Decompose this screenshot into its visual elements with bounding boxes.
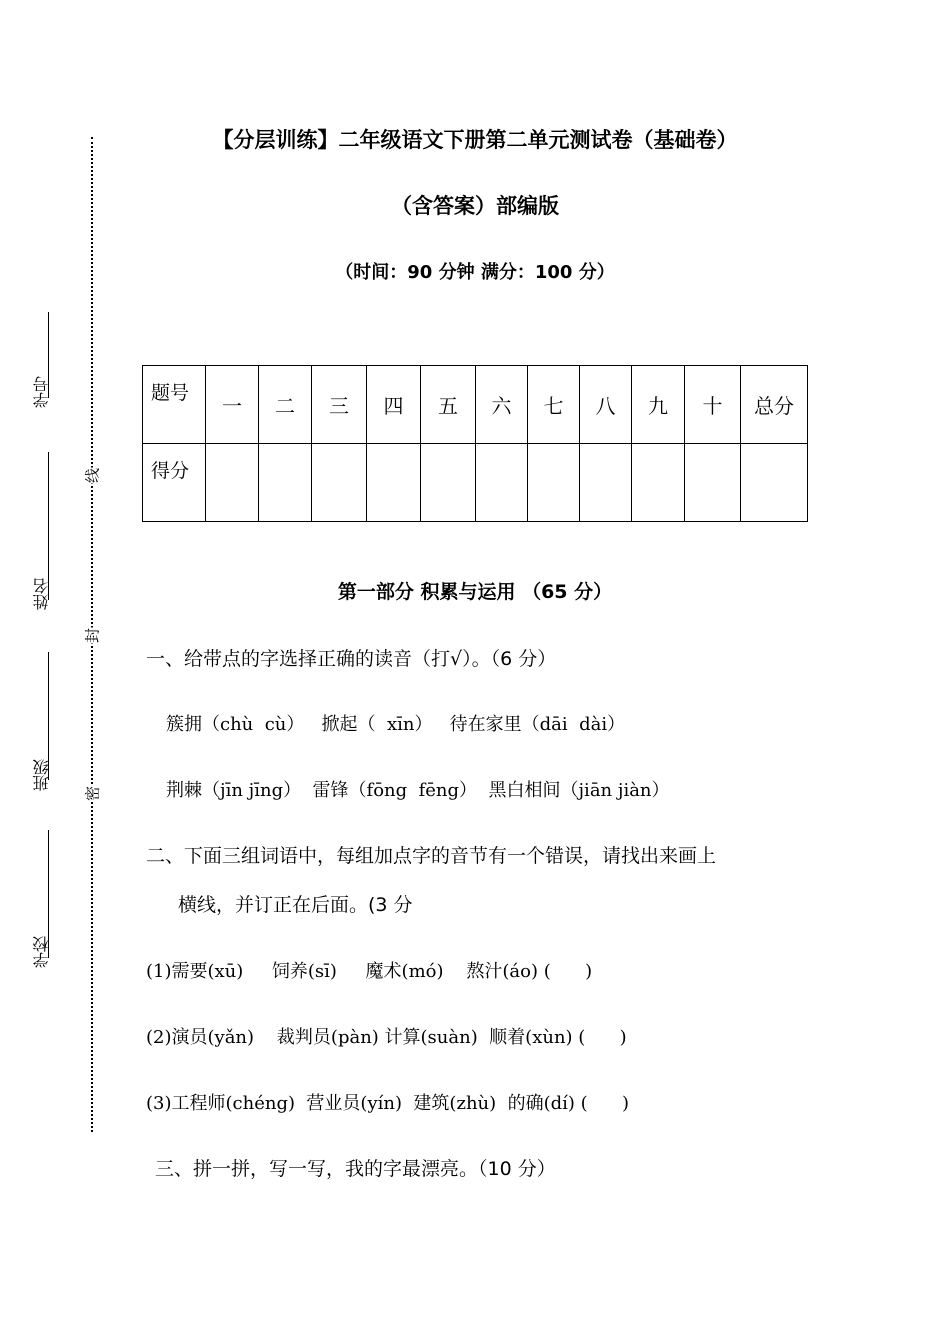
- score-cell[interactable]: [206, 444, 259, 522]
- label-class: 班级: [32, 759, 51, 791]
- column-header: 九: [632, 366, 685, 444]
- column-header: 六: [476, 366, 528, 444]
- score-cell[interactable]: [476, 444, 528, 522]
- row-label-score: 得分: [143, 444, 206, 522]
- column-header: 十: [685, 366, 741, 444]
- page-title: 【分层训练】二年级语文下册第二单元测试卷（基础卷）: [212, 128, 738, 152]
- student-number-blank[interactable]: [48, 312, 50, 398]
- page-subtitle: （含答案）部编版: [391, 194, 559, 218]
- score-cell[interactable]: [312, 444, 367, 522]
- score-cell[interactable]: [741, 444, 808, 522]
- table-row: [143, 366, 808, 444]
- part1-heading: 第一部分 积累与运用 （65 分）: [337, 581, 613, 603]
- score-cell[interactable]: [259, 444, 312, 522]
- class-blank[interactable]: [48, 652, 50, 780]
- score-cell[interactable]: [632, 444, 685, 522]
- score-cell[interactable]: [528, 444, 580, 522]
- q2-prompt-line2: 横线，并订正在后面。(3 分: [178, 894, 413, 916]
- column-header: 三: [312, 366, 367, 444]
- score-cell[interactable]: [685, 444, 741, 522]
- column-header: 四: [367, 366, 421, 444]
- time-info: （时间：90 分钟 满分：100 分）: [335, 262, 615, 283]
- label-student-number: 学号: [32, 376, 51, 408]
- q2-prompt-line1: 二、下面三组词语中，每组加点字的音节有一个错误，请找出来画上: [146, 845, 717, 867]
- score-cell[interactable]: [580, 444, 632, 522]
- seal-char-seal: 封: [83, 628, 102, 644]
- column-header: 七: [528, 366, 580, 444]
- q2-item1: (1)需要(xū) 饲养(sī) 魔术(mó) 熬汁(áo) ( ): [146, 961, 593, 982]
- q1-line1: 簇拥（chù cù） 掀起（ xīn） 待在家里（dāi dài）: [166, 714, 626, 735]
- column-header: 五: [421, 366, 476, 444]
- label-name: 姓名: [32, 578, 51, 610]
- q2-item3: (3)工程师(chéng) 营业员(yín) 建筑(zhù) 的确(dí) ( ): [146, 1093, 630, 1114]
- score-cell[interactable]: [367, 444, 421, 522]
- column-header: 八: [580, 366, 632, 444]
- school-blank[interactable]: [48, 830, 50, 958]
- seal-char-secret: 密: [83, 786, 102, 802]
- table-row: [143, 444, 808, 522]
- column-header: 总分: [741, 366, 808, 444]
- q1-prompt: 一、给带点的字选择正确的读音（打√）。（6 分）: [146, 648, 557, 670]
- label-school: 学校: [32, 936, 51, 968]
- row-label-question-number: 题号: [143, 366, 206, 444]
- column-header: 一: [206, 366, 259, 444]
- score-cell[interactable]: [421, 444, 476, 522]
- seal-char-line: 线: [83, 468, 102, 484]
- q2-item2: (2)演员(yǎn) 裁判员(pàn) 计算(suàn) 顺着(xùn) ( ): [146, 1027, 627, 1048]
- column-header: 二: [259, 366, 312, 444]
- q3-prompt: 三、拼一拼，写一写，我的字最漂亮。（10 分）: [155, 1158, 556, 1180]
- q1-line2: 荆棘（jīn jīng） 雷锋（fōng fēng） 黑白相间（jiān jiàn）: [166, 780, 670, 801]
- score-table: [142, 365, 808, 522]
